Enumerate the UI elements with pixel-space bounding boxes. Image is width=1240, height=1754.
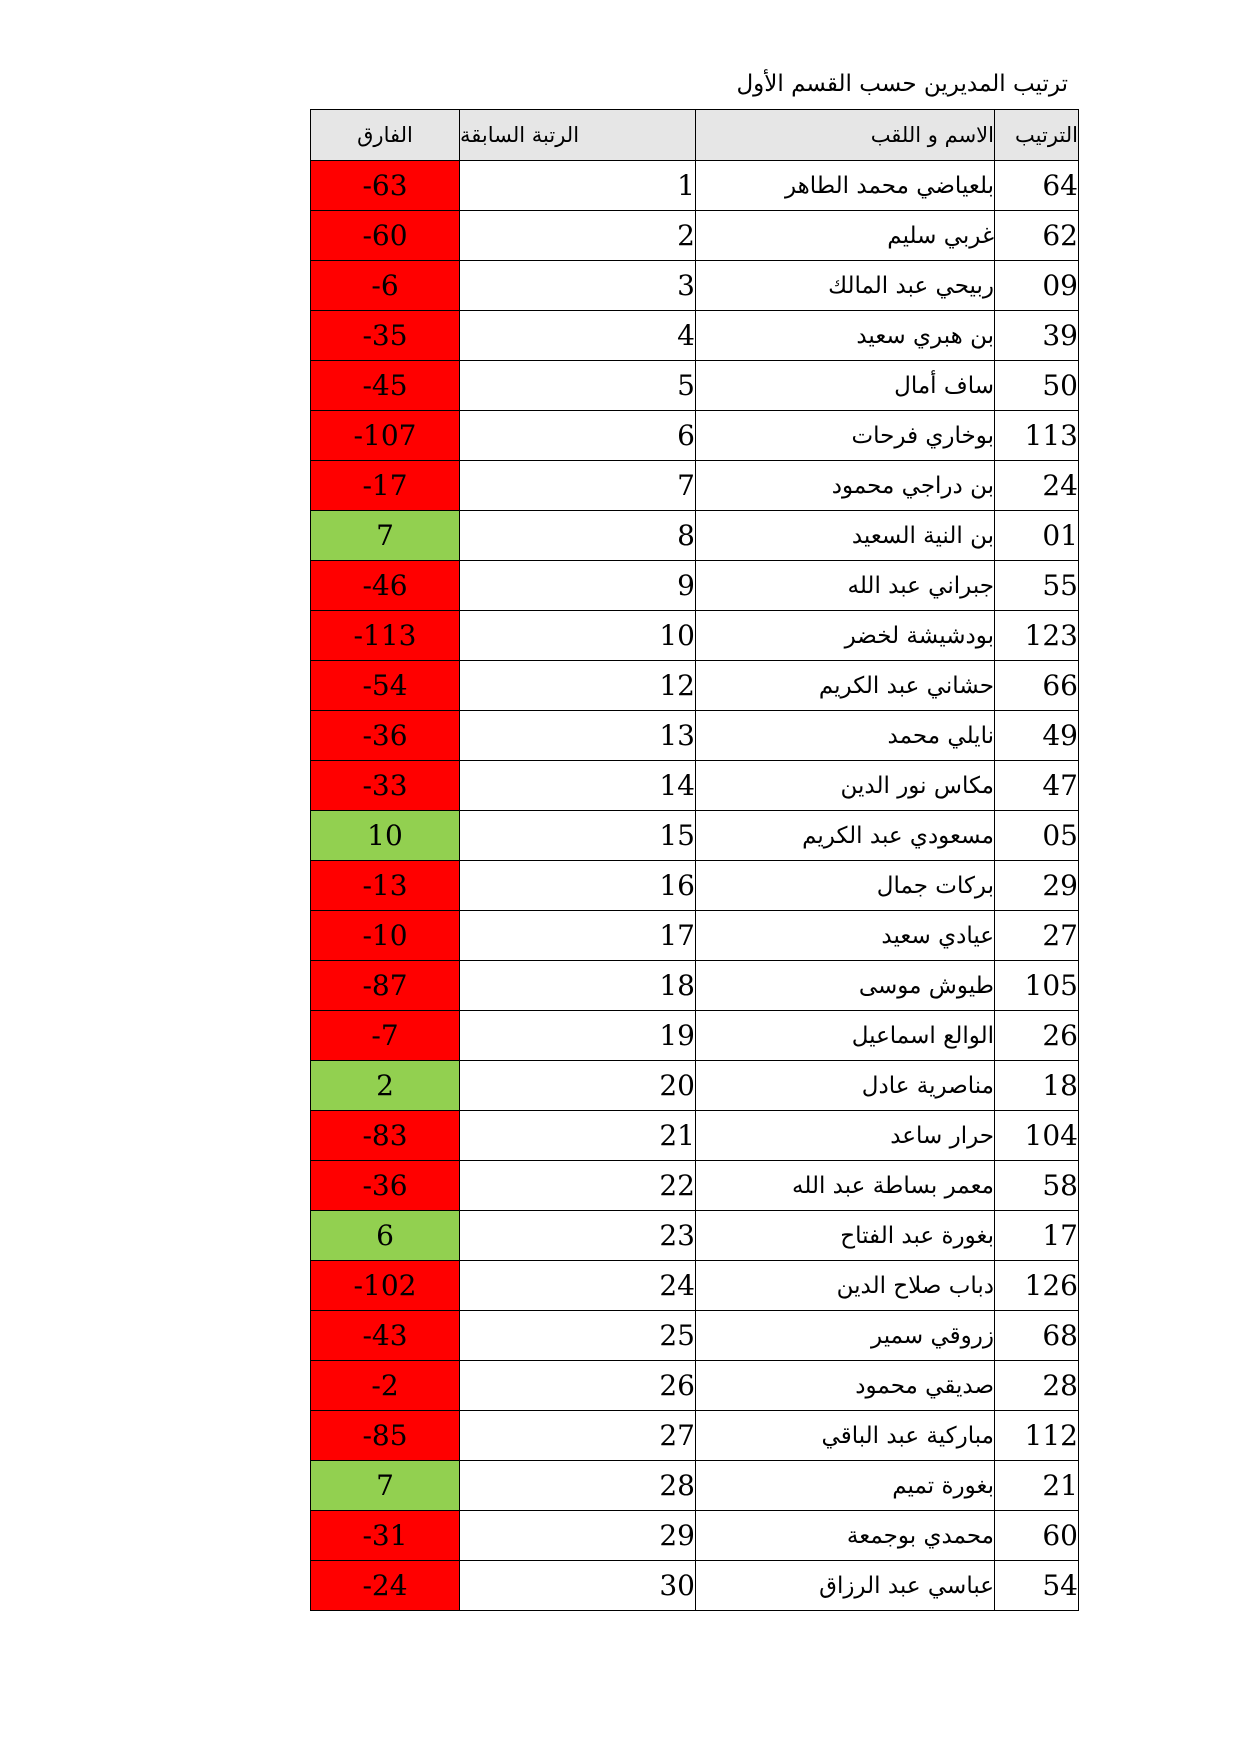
cell-name: زروقي سمير (696, 1311, 995, 1361)
cell-rank: 50 (995, 361, 1079, 411)
table-row (311, 811, 1079, 861)
cell-previous-rank: 20 (460, 1061, 696, 1111)
table-row (311, 411, 1079, 461)
cell-rank: 58 (995, 1161, 1079, 1211)
table-row (311, 961, 1079, 1011)
cell-difference: -102 (311, 1261, 460, 1311)
cell-rank: 47 (995, 761, 1079, 811)
cell-rank: 55 (995, 561, 1079, 611)
cell-name: حرار ساعد (696, 1111, 995, 1161)
header-rank: الترتيب (995, 110, 1079, 161)
cell-name: مناصرية عادل (696, 1061, 995, 1111)
cell-previous-rank: 26 (460, 1361, 696, 1411)
cell-rank: 29 (995, 861, 1079, 911)
cell-previous-rank: 27 (460, 1411, 696, 1461)
cell-previous-rank: 13 (460, 711, 696, 761)
cell-difference: -43 (311, 1311, 460, 1361)
table-row (311, 1211, 1079, 1261)
cell-name: مكاس نور الدين (696, 761, 995, 811)
cell-name: بن النية السعيد (696, 511, 995, 561)
cell-rank: 112 (995, 1411, 1079, 1461)
cell-previous-rank: 17 (460, 911, 696, 961)
cell-rank: 113 (995, 411, 1079, 461)
cell-difference: -33 (311, 761, 460, 811)
table-row (311, 261, 1079, 311)
cell-difference: -113 (311, 611, 460, 661)
table-body (311, 161, 1079, 1611)
ranking-table (310, 109, 1079, 1611)
cell-name: بغورة تميم (696, 1461, 995, 1511)
table-row (311, 461, 1079, 511)
table-row (311, 1561, 1079, 1611)
cell-previous-rank: 22 (460, 1161, 696, 1211)
cell-difference: -31 (311, 1511, 460, 1561)
cell-difference: -7 (311, 1011, 460, 1061)
cell-rank: 49 (995, 711, 1079, 761)
cell-name: بوخاري فرحات (696, 411, 995, 461)
table-row (311, 1011, 1079, 1061)
table-row (311, 611, 1079, 661)
cell-rank: 05 (995, 811, 1079, 861)
cell-name: طيوش موسى (696, 961, 995, 1011)
cell-difference: -2 (311, 1361, 460, 1411)
cell-rank: 26 (995, 1011, 1079, 1061)
cell-difference: -10 (311, 911, 460, 961)
cell-rank: 27 (995, 911, 1079, 961)
cell-previous-rank: 12 (460, 661, 696, 711)
table-row (311, 211, 1079, 261)
cell-name: بركات جمال (696, 861, 995, 911)
cell-previous-rank: 10 (460, 611, 696, 661)
header-difference: الفارق (311, 110, 460, 161)
cell-rank: 24 (995, 461, 1079, 511)
cell-previous-rank: 21 (460, 1111, 696, 1161)
cell-difference: -36 (311, 711, 460, 761)
cell-name: بن هبري سعيد (696, 311, 995, 361)
cell-previous-rank: 23 (460, 1211, 696, 1261)
cell-rank: 18 (995, 1061, 1079, 1111)
cell-previous-rank: 14 (460, 761, 696, 811)
cell-previous-rank: 30 (460, 1561, 696, 1611)
cell-difference: -6 (311, 261, 460, 311)
cell-name: معمر بساطة عبد الله (696, 1161, 995, 1211)
table-row (311, 1511, 1079, 1561)
cell-rank: 68 (995, 1311, 1079, 1361)
cell-previous-rank: 8 (460, 511, 696, 561)
table-row (311, 1111, 1079, 1161)
table-row (311, 1311, 1079, 1361)
cell-rank: 39 (995, 311, 1079, 361)
cell-name: عيادي سعيد (696, 911, 995, 961)
cell-difference: -83 (311, 1111, 460, 1161)
cell-name: بغورة عبد الفتاح (696, 1211, 995, 1261)
cell-previous-rank: 1 (460, 161, 696, 211)
cell-name: غربي سليم (696, 211, 995, 261)
table-row (311, 1361, 1079, 1411)
cell-previous-rank: 28 (460, 1461, 696, 1511)
cell-name: نايلي محمد (696, 711, 995, 761)
cell-difference: -24 (311, 1561, 460, 1611)
cell-previous-rank: 4 (460, 311, 696, 361)
cell-difference: -17 (311, 461, 460, 511)
cell-rank: 104 (995, 1111, 1079, 1161)
cell-previous-rank: 9 (460, 561, 696, 611)
cell-previous-rank: 18 (460, 961, 696, 1011)
cell-rank: 62 (995, 211, 1079, 261)
cell-name: ربيحي عبد المالك (696, 261, 995, 311)
cell-name: عباسي عبد الرزاق (696, 1561, 995, 1611)
cell-previous-rank: 25 (460, 1311, 696, 1361)
cell-rank: 126 (995, 1261, 1079, 1311)
cell-previous-rank: 16 (460, 861, 696, 911)
cell-difference: 7 (311, 1461, 460, 1511)
table-row (311, 511, 1079, 561)
cell-name: بلعياضي محمد الطاهر (696, 161, 995, 211)
cell-rank: 21 (995, 1461, 1079, 1511)
cell-name: مسعودي عبد الكريم (696, 811, 995, 861)
cell-difference: -46 (311, 561, 460, 611)
table-row (311, 761, 1079, 811)
cell-difference: -87 (311, 961, 460, 1011)
cell-previous-rank: 7 (460, 461, 696, 511)
table-row (311, 911, 1079, 961)
cell-rank: 54 (995, 1561, 1079, 1611)
cell-difference: -54 (311, 661, 460, 711)
table-row (311, 1461, 1079, 1511)
cell-rank: 64 (995, 161, 1079, 211)
cell-previous-rank: 3 (460, 261, 696, 311)
cell-difference: -107 (311, 411, 460, 461)
cell-rank: 105 (995, 961, 1079, 1011)
cell-previous-rank: 5 (460, 361, 696, 411)
cell-name: ساف أمال (696, 361, 995, 411)
header-name: الاسم و اللقب (696, 110, 995, 161)
cell-previous-rank: 2 (460, 211, 696, 261)
table-row (311, 1161, 1079, 1211)
cell-difference: 2 (311, 1061, 460, 1111)
table-row (311, 1261, 1079, 1311)
cell-name: بن دراجي محمود (696, 461, 995, 511)
cell-rank: 60 (995, 1511, 1079, 1561)
cell-difference: 10 (311, 811, 460, 861)
table-row (311, 861, 1079, 911)
cell-rank: 66 (995, 661, 1079, 711)
cell-name: محمدي بوجمعة (696, 1511, 995, 1561)
cell-rank: 123 (995, 611, 1079, 661)
cell-rank: 17 (995, 1211, 1079, 1261)
cell-previous-rank: 15 (460, 811, 696, 861)
cell-name: جبراني عبد الله (696, 561, 995, 611)
cell-difference: 7 (311, 511, 460, 561)
cell-previous-rank: 24 (460, 1261, 696, 1311)
cell-difference: -45 (311, 361, 460, 411)
cell-rank: 09 (995, 261, 1079, 311)
cell-difference: -60 (311, 211, 460, 261)
cell-rank: 28 (995, 1361, 1079, 1411)
cell-difference: -36 (311, 1161, 460, 1211)
table-row (311, 711, 1079, 761)
table-header-row (311, 110, 1079, 161)
table-row (311, 1061, 1079, 1111)
cell-previous-rank: 6 (460, 411, 696, 461)
cell-name: الوالع اسماعيل (696, 1011, 995, 1061)
cell-name: صديقي محمود (696, 1361, 995, 1411)
cell-difference: -85 (311, 1411, 460, 1461)
cell-name: دباب صلاح الدين (696, 1261, 995, 1311)
cell-difference: -63 (311, 161, 460, 211)
cell-previous-rank: 29 (460, 1511, 696, 1561)
cell-difference: -35 (311, 311, 460, 361)
cell-name: بودشيشة لخضر (696, 611, 995, 661)
table-row (311, 561, 1079, 611)
page-title: ترتيب المديرين حسب القسم الأول (736, 71, 1068, 97)
table-row (311, 1411, 1079, 1461)
cell-name: حشاني عبد الكريم (696, 661, 995, 711)
table-row (311, 311, 1079, 361)
cell-difference: 6 (311, 1211, 460, 1261)
cell-name: مباركية عبد الباقي (696, 1411, 995, 1461)
header-previous-rank: الرتبة السابقة (460, 110, 696, 161)
cell-previous-rank: 19 (460, 1011, 696, 1061)
cell-rank: 01 (995, 511, 1079, 561)
cell-difference: -13 (311, 861, 460, 911)
table-row (311, 661, 1079, 711)
table-row (311, 361, 1079, 411)
table-row (311, 161, 1079, 211)
